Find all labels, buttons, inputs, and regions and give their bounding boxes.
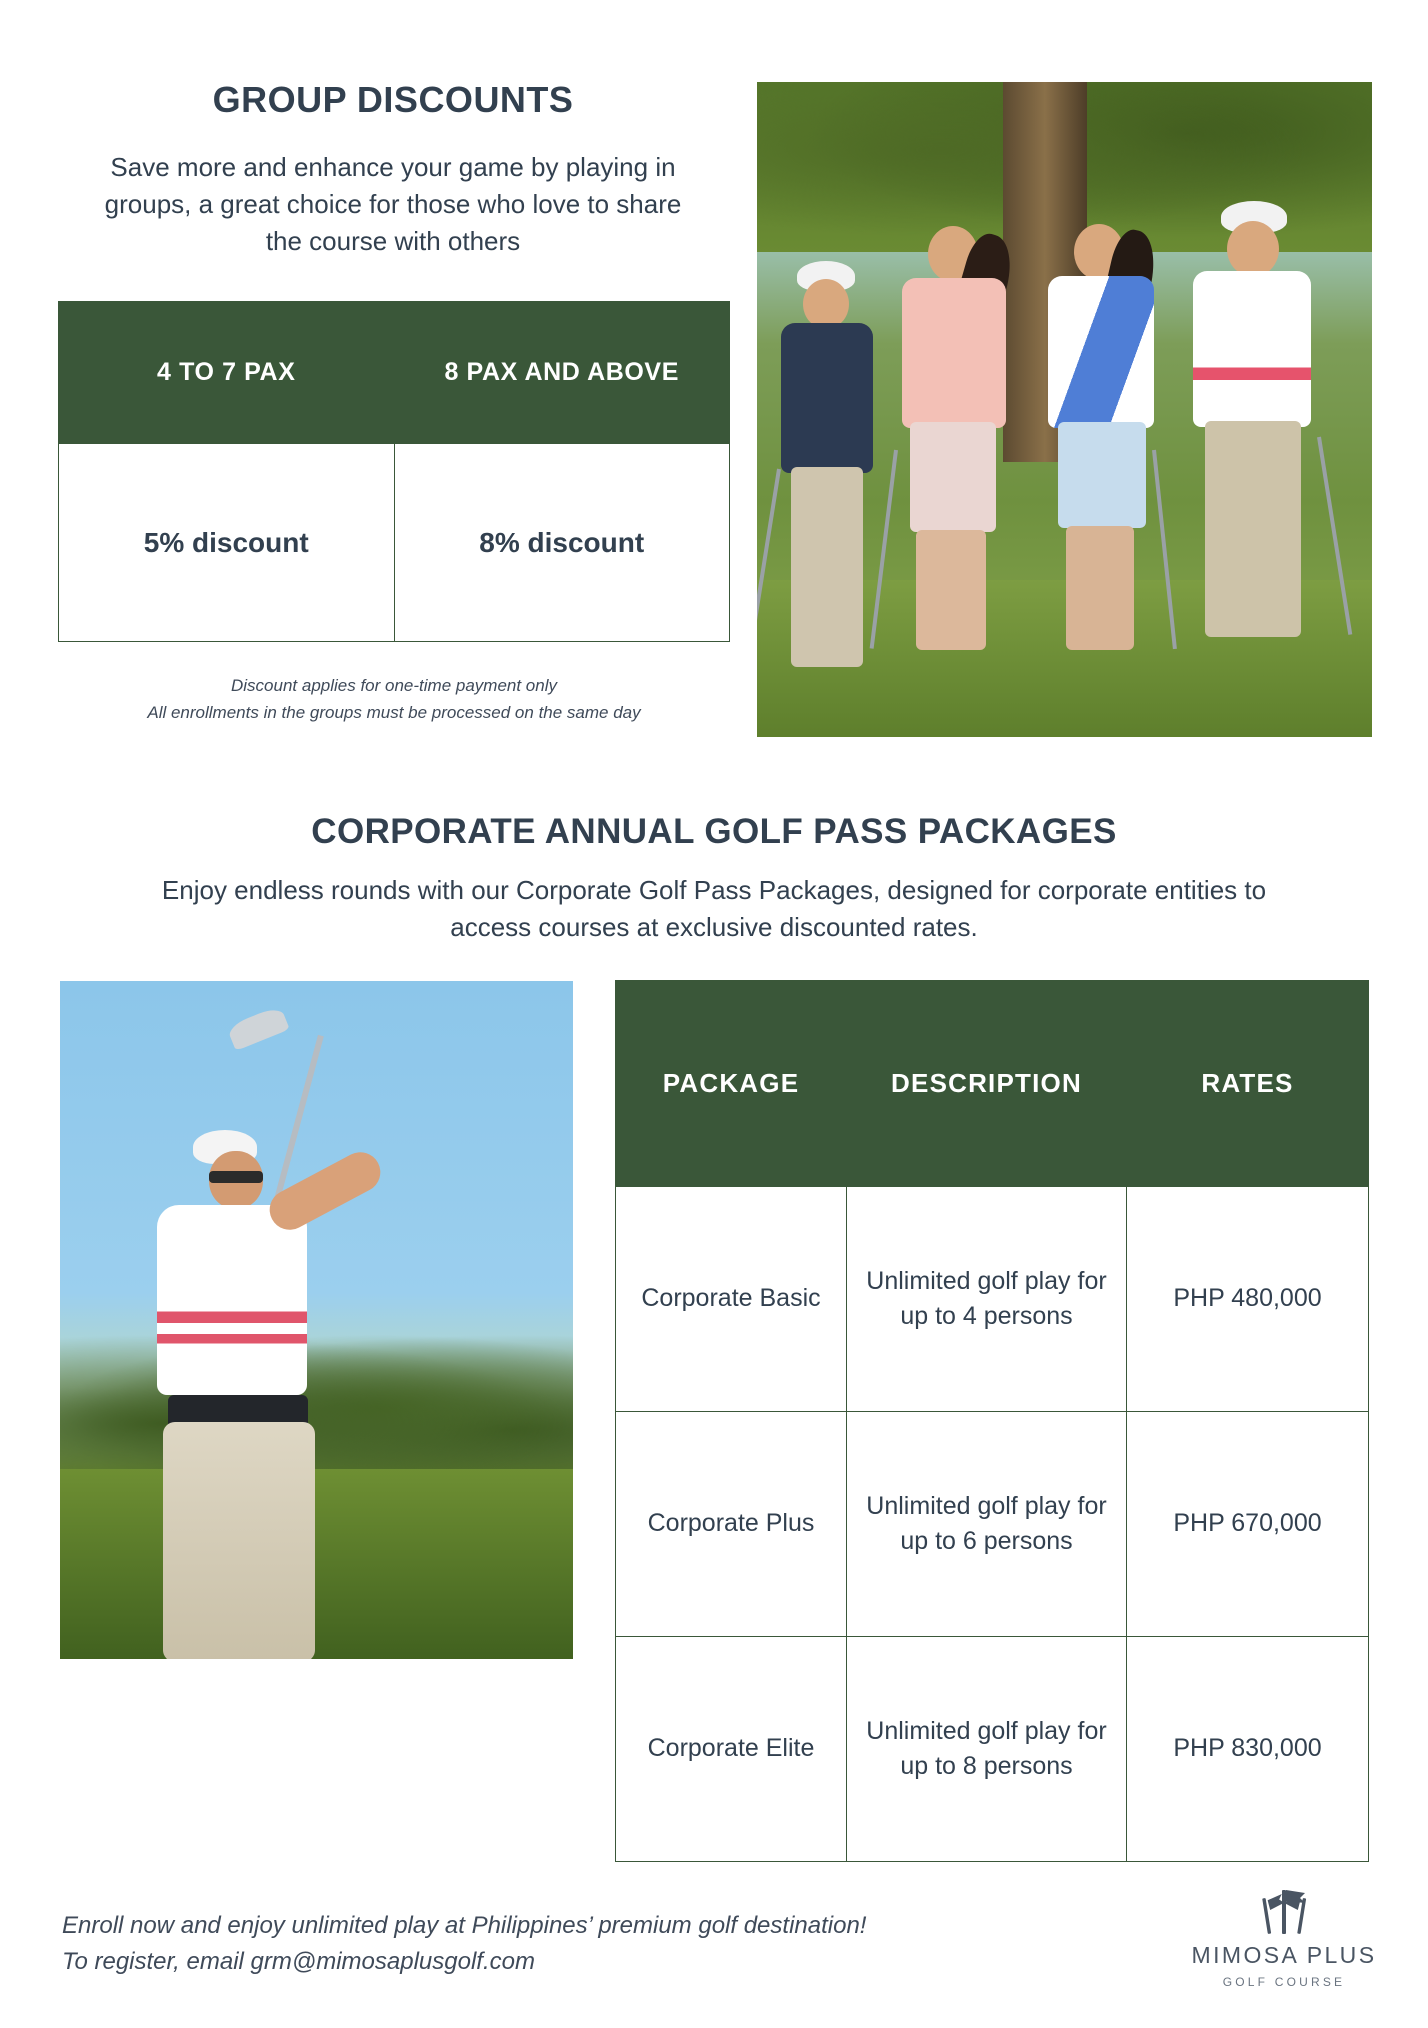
package-description: Unlimited golf play for up to 8 persons (847, 1637, 1127, 1862)
mimosa-plus-logo (1184, 1880, 1384, 1989)
group-discounts-heading: GROUP DISCOUNTS (212, 79, 574, 120)
golf-flags-icon (1184, 1880, 1384, 1934)
package-name: Corporate Plus (616, 1412, 847, 1637)
sunglasses (209, 1171, 263, 1183)
logo-brand-name: MIMOSA PLUS (1191, 1942, 1377, 1968)
package-rate: PHP 670,000 (1127, 1412, 1369, 1637)
golfer-figure (1181, 187, 1341, 711)
column-header-description: DESCRIPTION (847, 981, 1127, 1187)
package-description: Unlimited golf play for up to 6 persons (847, 1412, 1127, 1637)
discount-value-8-pax-and-above: 8% discount (394, 444, 730, 642)
logo-tagline: GOLF COURSE (1222, 1975, 1346, 1989)
column-header-4-to-7-pax: 4 TO 7 PAX (59, 302, 395, 444)
golfer-figure (886, 200, 1036, 711)
package-rate: PHP 480,000 (1127, 1187, 1369, 1412)
table-row (616, 1637, 1369, 1862)
column-header-8-pax-and-above: 8 PAX AND ABOVE (394, 302, 730, 444)
group-discounts-subtext: Save more and enhance your game by playing in groups, a great choice for those who love to share the course with others (104, 152, 682, 256)
page-footer (0, 1880, 1428, 2028)
discount-value-4-to-7-pax: 5% discount (59, 444, 395, 642)
column-header-rates: RATES (1127, 981, 1369, 1187)
table-row (616, 1187, 1369, 1412)
group-discount-disclaimer (58, 672, 730, 726)
corporate-packages-table (615, 980, 1369, 1862)
table-row (616, 1412, 1369, 1637)
footer-contact-text (62, 1908, 866, 1981)
group-discount-table (58, 301, 730, 642)
package-name: Corporate Basic (616, 1187, 847, 1412)
package-name: Corporate Elite (616, 1637, 847, 1862)
package-rate: PHP 830,000 (1127, 1637, 1369, 1862)
group-discounts-text-block (58, 78, 728, 260)
golfer-figure (769, 239, 899, 698)
group-discounts-section (0, 0, 1428, 760)
corporate-heading: CORPORATE ANNUAL GOLF PASS PACKAGES (311, 812, 1117, 851)
package-description: Unlimited golf play for up to 4 persons (847, 1187, 1127, 1412)
corporate-packages-section (0, 780, 1428, 1880)
column-header-package: PACKAGE (616, 981, 847, 1187)
group-golfers-photo (757, 82, 1372, 737)
footer-line-1: Enroll now and enjoy unlimited play at Philippines’ premium golf destination! (62, 1912, 867, 1939)
table-header-row (59, 302, 730, 444)
footer-line-2: To register, email grm@mimosaplusgolf.com (62, 1948, 535, 1976)
corporate-subtext: Enjoy endless rounds with our Corporate Golf Pass Packages, designed for corporate entities to access courses at exclusive discounted rates. (161, 875, 1267, 942)
table-row (59, 444, 730, 642)
table-header-row (616, 981, 1369, 1187)
disclaimer-line-2: All enrollments in the groups must be processed on the same day (147, 703, 641, 723)
golf-swing-photo (60, 981, 573, 1659)
disclaimer-line-1: Discount applies for one-time payment only (231, 676, 557, 695)
golfer-figure (1034, 200, 1184, 711)
